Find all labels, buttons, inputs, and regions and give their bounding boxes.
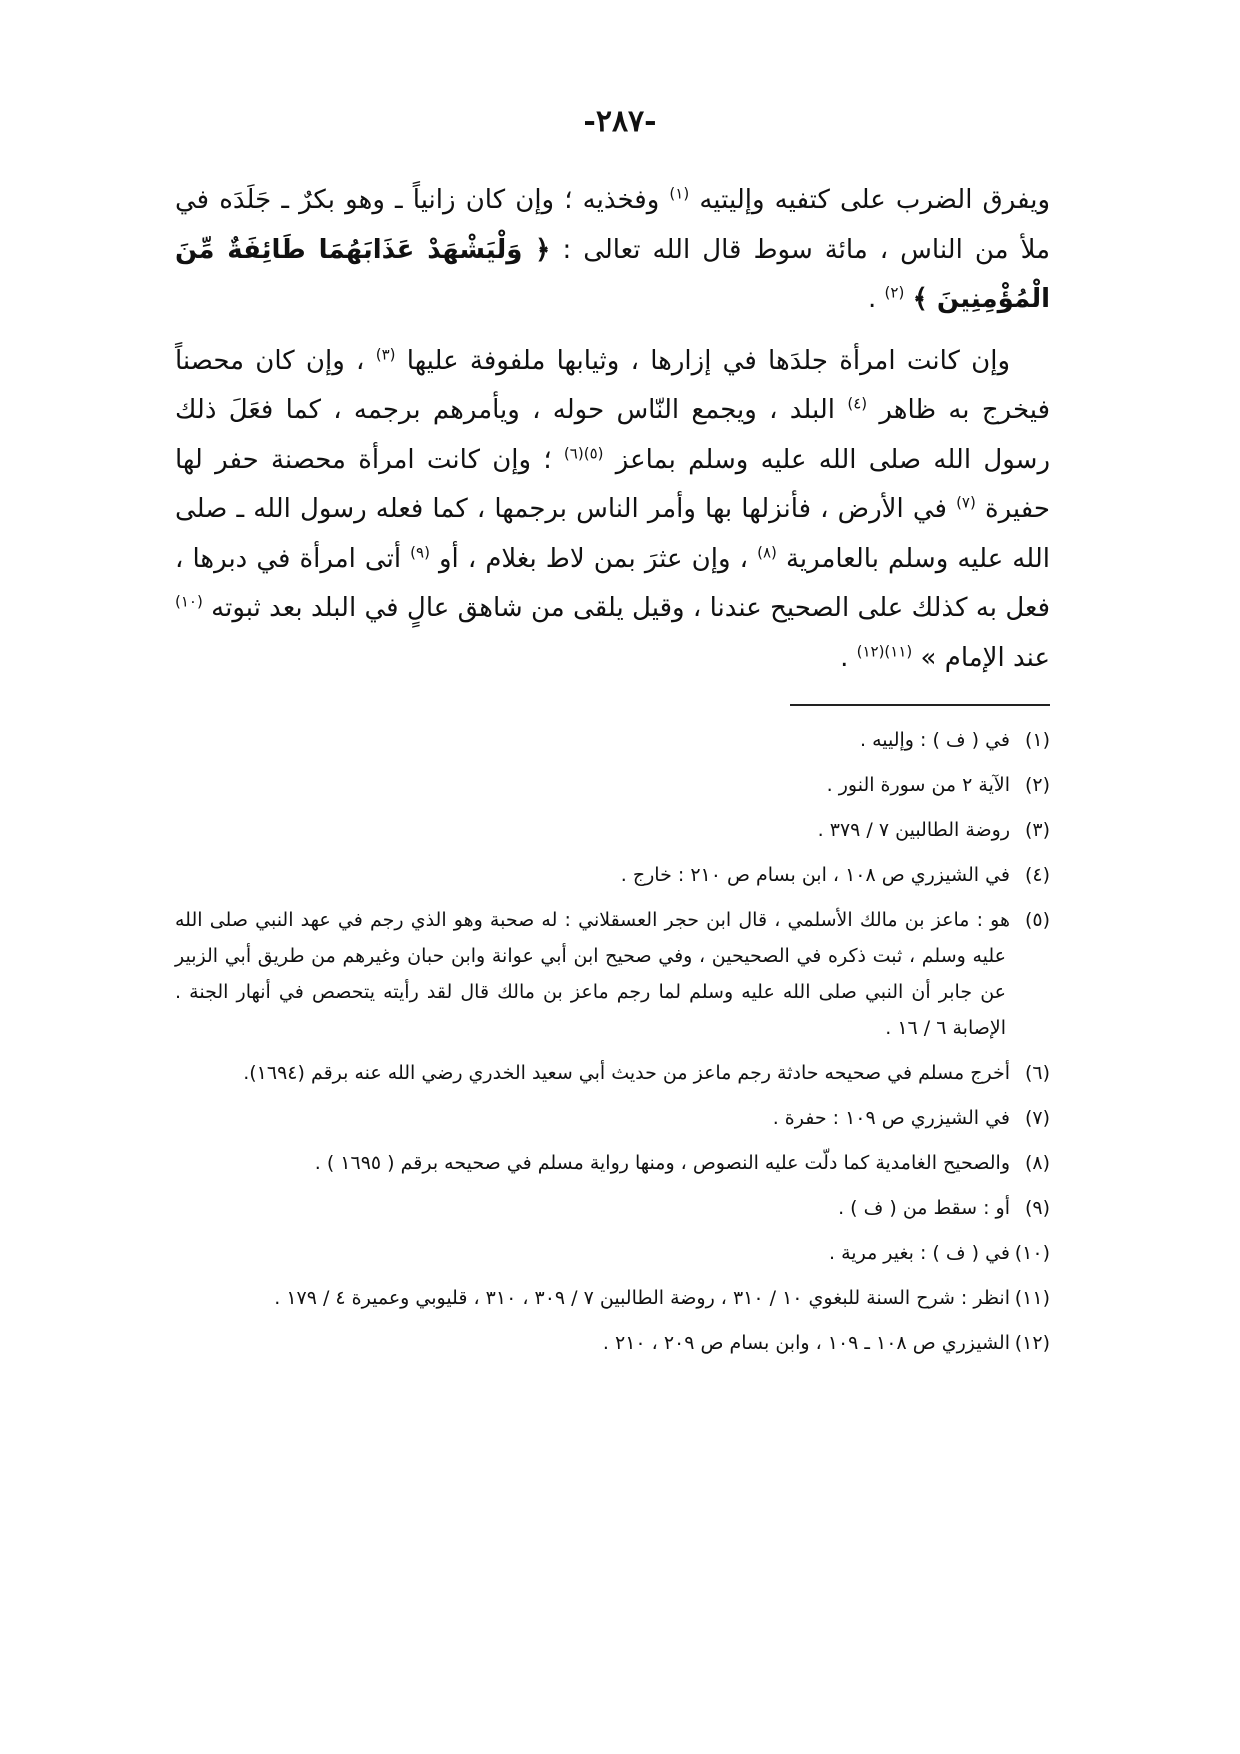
footnote-number: (١٢) [1014,1332,1050,1354]
page-number: -٢٨٧- [583,104,657,139]
footnote-text: الآية ٢ من سورة النور . [826,774,1010,796]
footnote-8 [175,1145,1050,1181]
footnote-number: (٧) [1024,1107,1050,1129]
footnote-3 [175,812,1050,848]
footnote-text: الشيزري ص ١٠٨ ـ ١٠٩ ، وابن بسام ص ٢٠٩ ، ٢١٠ . [602,1332,1010,1354]
footnote-number: (١٠) [1014,1242,1050,1264]
footnote-10 [175,1235,1050,1271]
footnote-ref[interactable]: (٢) [884,283,905,302]
text-run: أتى امرأة في دبرها ، فعل به كذلك على الصحيح عندنا ، وقيل يلقى من شاهق عالٍ في البلد بعد ثبوته [175,543,1050,623]
text-run: ، وإن عثرَ بمن لاط بغلام ، أو [439,543,748,574]
footnote-number: (٨) [1024,1152,1050,1174]
footnote-text: في الشيزري ص ١٠٩ : حفرة . [772,1107,1010,1129]
footnote-number: (٥) [1024,909,1050,931]
paragraph-2 [175,337,1050,684]
footnote-text: في ( ف ) : وإلييه . [859,729,1010,751]
footnote-4 [175,857,1050,893]
footnote-text: في الشيزري ص ١٠٨ ، ابن بسام ص ٢١٠ : خارج . [620,864,1010,886]
footnote-ref[interactable]: (٧) [956,493,976,512]
text-run: ؛ وإن كانت امرأة محصنة حفر لها حفيرة [175,444,1051,524]
footnote-2 [175,767,1050,803]
footnote-ref[interactable]: (٨) [757,542,777,561]
footnote-text: والصحيح الغامدية كما دلّت عليه النصوص ، ومنها رواية مسلم في صحيحه برقم ( ١٦٩٥ ) . [314,1152,1010,1174]
footnote-ref[interactable]: (٣) [375,344,396,363]
footnote-number: (١) [1024,729,1050,751]
footnote-number: (٩) [1024,1197,1050,1219]
footnote-ref[interactable]: (١٠) [175,592,203,611]
text-run: البلد ، ويجمع النّاس حوله ، ويأمرهم برجمه ، كما فعَلَ ذلك رسول الله صلى الله عليه وسلم بماعز [175,395,1051,475]
footnote-text: أو : سقط من ( ف ) . [838,1197,1010,1219]
text-run: وإن كانت امرأة جلدَها في إزارها ، وثيابها ملفوفة عليها [406,345,1011,376]
footnote-number: (٤) [1024,864,1050,886]
text-run: . [840,642,849,673]
quran-verse: ﴿ وَلْيَشْهَدْ عَذَابَهُمَا طَائِفَةٌ مِّنَ الْمُؤْمِنِينَ ﴾ [175,234,1050,314]
footnote-ref[interactable]: (٩) [410,542,430,561]
footnote-ref[interactable]: (٥)(٦) [563,443,604,462]
footnote-text: روضة الطالبين ٧ / ٣٧٩ . [817,819,1010,841]
text-run: ، وإن كان محصناً فيخرج به ظاهر [175,345,1051,425]
text-run: في الأرض ، فأنزلها بها وأمر الناس برجمها ، كما فعله رسول الله ـ صلى الله عليه وسلم بالعامرية [175,494,1051,574]
text-run: . [868,284,877,314]
footnotes-section [175,722,1050,1370]
text-run: ويفرق الضرب على كتفيه وإليتيه [699,185,1051,215]
footnote-ref[interactable]: (١) [669,184,690,203]
footnote-6 [175,1055,1050,1091]
footnote-9 [175,1190,1050,1226]
footnote-12 [175,1325,1050,1361]
footnote-number: (٢) [1024,774,1050,796]
footnote-text: أخرج مسلم في صحيحه حادثة رجم ماعز من حديث أبي سعيد الخدري رضي الله عنه برقم (١٦٩٤). [243,1062,1010,1084]
footnote-7 [175,1100,1050,1136]
footnote-5 [175,902,1050,1046]
footnote-divider [790,704,1050,706]
footnote-ref[interactable]: (١١)(١٢) [856,641,913,660]
text-run: عند الإمام » [920,642,1050,673]
main-text [175,176,1050,683]
text-run: وفخذيه ؛ وإن كان زانياً ـ وهو بكرٌ ـ جَلَدَه في ملأ من الناس ، مائة سوط قال الله تعالى : [175,185,1051,265]
footnote-1 [175,722,1050,758]
footnote-number: (٦) [1024,1062,1050,1084]
footnote-number: (١١) [1014,1287,1050,1309]
footnote-text: هو : ماعز بن مالك الأسلمي ، قال ابن حجر العسقلاني : له صحبة وهو الذي رجم في عهد النبي صلى الله عليه وسلم ، ثبت ذكره في الصحيحين ، وفي صحيح ابن أبي عوانة وابن حبان وغيرهم من طريق أبي الزبير عن جابر أن النبي صلى الله عليه وسلم لما رجم ماعز بن مالك قال لقد رأيته يتحصص في أنهار الجنة . الإصابة ٦ / ١٦ . [175,909,1010,1039]
footnote-11 [175,1280,1050,1316]
paragraph-1 [175,176,1050,325]
footnote-text: في ( ف ) : بغير مرية . [829,1242,1010,1264]
footnote-ref[interactable]: (٤) [847,394,868,413]
footnote-text: انظر : شرح السنة للبغوي ١٠ / ٣١٠ ، روضة الطالبين ٧ / ٣٠٩ ، ٣١٠ ، قليوبي وعميرة ٤ / ١٧٩ . [274,1287,1010,1309]
footnote-number: (٣) [1024,819,1050,841]
